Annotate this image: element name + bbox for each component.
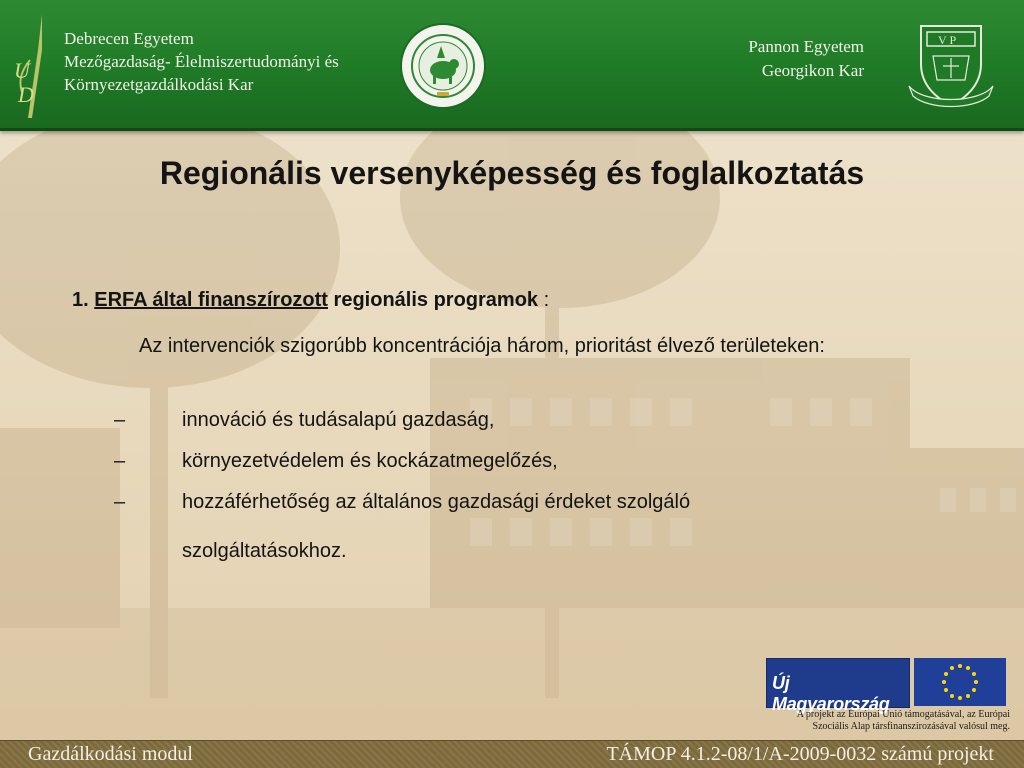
- pannon-line-2: Georgikon Kar: [761, 61, 864, 80]
- section-heading-rest: regionális programok: [333, 289, 539, 311]
- eu-funding-note: [740, 709, 1010, 733]
- eu-note-line-2: Szociális Alap társfinanszírozásával valósul meg.: [812, 721, 1010, 732]
- pannon-line-1: Pannon Egyetem: [748, 37, 864, 56]
- debrecen-line-1: Debrecen Egyetem: [64, 29, 194, 48]
- list-item: [114, 487, 690, 517]
- uj-magyarorszag-text: Új Magyarország: [772, 673, 890, 714]
- list-item-text: környezetvédelem és kockázatmegelőzés,: [182, 450, 558, 472]
- list-item-text: innováció és tudásalapú gazdaság,: [182, 409, 495, 431]
- list-item: [114, 405, 494, 435]
- list-dash: –: [114, 450, 126, 472]
- ud-logo-letter-d: D: [18, 82, 34, 107]
- section-intro: Az intervenciók szigorúbb koncentrációja három, prioritást élvező területeken:: [139, 335, 825, 357]
- debrecen-line-3: Környezetgazdálkodási Kar: [64, 75, 254, 94]
- footer-bar: [0, 740, 1024, 768]
- debrecen-line-2: Mezőgazdaság- Élelmiszertudományi és: [64, 52, 339, 71]
- list-item-continuation: szolgáltatásokhoz.: [182, 540, 347, 562]
- uj-magyarorszag-logo: [766, 658, 910, 714]
- list-item: [114, 446, 558, 476]
- list-item-text: hozzáférhetőség az általános gazdasági érdeket szolgáló: [182, 491, 691, 513]
- list-dash: –: [114, 491, 126, 513]
- list-dash: –: [114, 409, 126, 431]
- eu-funding-logos: [766, 658, 1006, 714]
- footer-project-id: TÁMOP 4.1.2-08/1/A-2009-0032 számú projekt: [606, 743, 994, 765]
- section-number: 1.: [72, 289, 89, 311]
- ud-logo-letter-u: U: [14, 58, 30, 83]
- footer-module-name: Gazdálkodási modul: [28, 743, 193, 765]
- section-heading-colon: :: [538, 289, 550, 311]
- section-heading-underlined: ERFA által finanszírozott: [94, 289, 328, 311]
- crest-letters: V P: [938, 33, 957, 47]
- section-heading: [72, 289, 549, 312]
- eu-flag-icon: [914, 658, 1006, 706]
- slide-title: Regionális versenyképesség és foglalkoztatás: [159, 155, 865, 191]
- eu-note-line-1: A projekt az Európai Unió támogatásával, az Európai: [796, 709, 1010, 720]
